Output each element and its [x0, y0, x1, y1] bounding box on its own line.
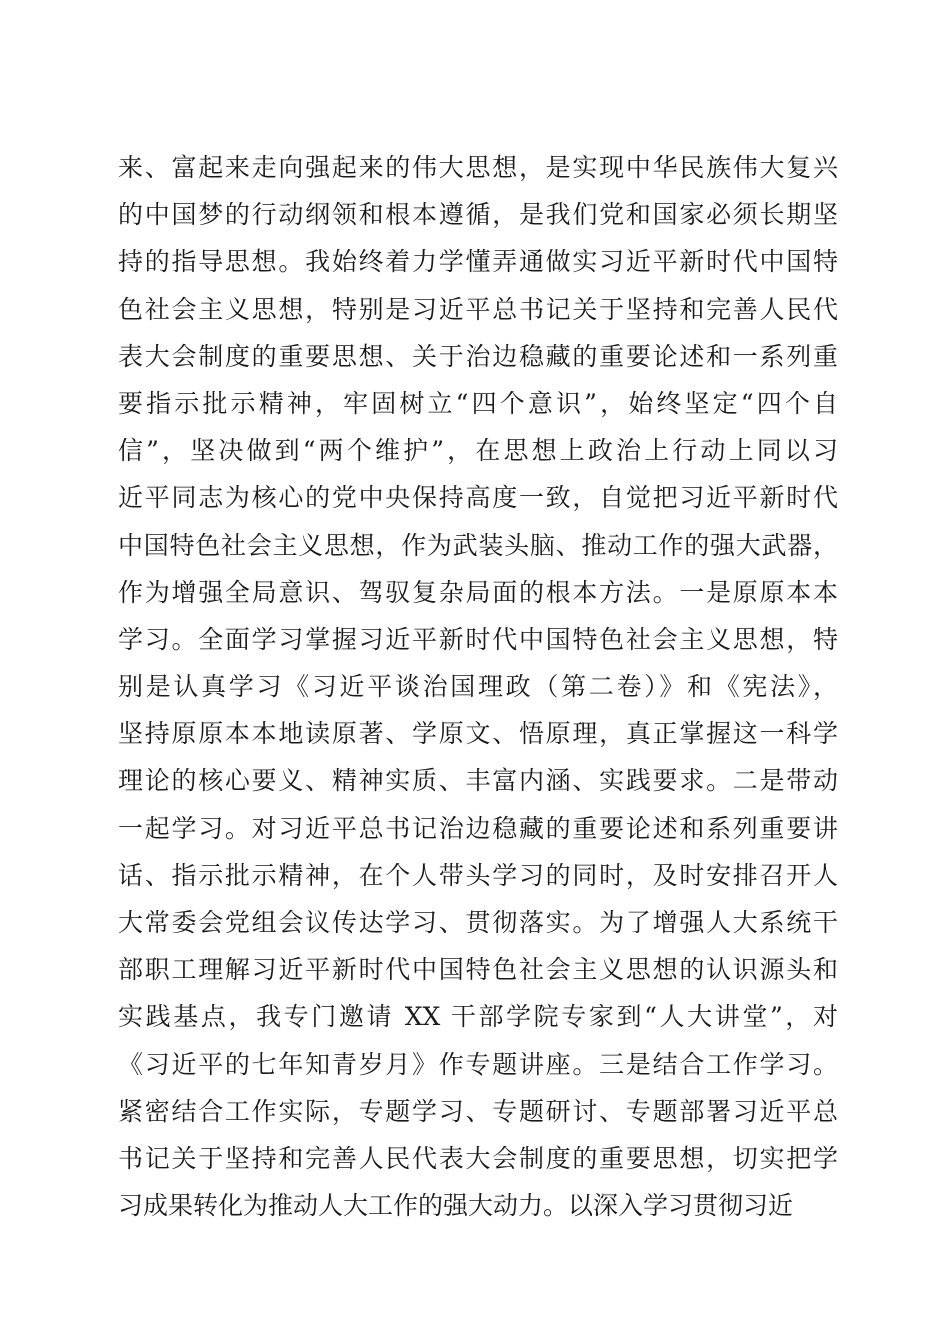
text-line: 持的指导思想。我始终着力学懂弄通做实习近平新时代中国特 — [118, 247, 838, 277]
text-line: 习成果转化为推动人大工作的强大动力。以深入学习贯彻习近 — [118, 1191, 794, 1221]
text-line: 来、富起来走向强起来的伟大思想，是实现中华民族伟大复兴 — [118, 153, 838, 182]
text-line: 话、指示批示精神，在个人带头学习的同时，及时安排召开人 — [118, 860, 838, 890]
text-line: 色社会主义思想，特别是习近平总书记关于坚持和完善人民代 — [118, 294, 838, 324]
text-line: 近平同志为核心的党中央保持高度一致，自觉把习近平新时代 — [118, 483, 838, 513]
text-line: 别是认真学习《习近平谈治国理政（第二卷）》和《宪法》， — [118, 672, 838, 702]
text-line: 部职工理解习近平新时代中国特色社会主义思想的认识源头和 — [118, 955, 838, 985]
text-line: 书记关于坚持和完善人民代表大会制度的重要思想，切实把学 — [118, 1143, 838, 1173]
body-paragraph — [118, 144, 838, 1229]
text-line: 的中国梦的行动纲领和根本遵循，是我们党和国家必须长期坚 — [118, 200, 838, 230]
text-line: 理论的核心要义、精神实质、丰富内涵、实践要求。二是带动 — [118, 766, 838, 796]
text-line: 中国特色社会主义思想，作为武装头脑、推动工作的强大武器， — [118, 530, 838, 560]
text-line: 实践基点，我专门邀请 XX 干部学院专家到“人大讲堂”，对 — [118, 1002, 838, 1032]
text-line: 一起学习。对习近平总书记治边稳藏的重要论述和系列重要讲 — [118, 813, 838, 843]
text-line: 要指示批示精神，牢固树立“四个意识”，始终坚定“四个自 — [118, 388, 838, 418]
text-line: 作为增强全局意识、驾驭复杂局面的根本方法。一是原原本本 — [118, 577, 838, 607]
text-line: 学习。全面学习掌握习近平新时代中国特色社会主义思想，特 — [118, 624, 838, 654]
text-line: 紧密结合工作实际，专题学习、专题研讨、专题部署习近平总 — [118, 1096, 838, 1126]
text-line: 坚持原原本本地读原著、学原文、悟原理，真正掌握这一科学 — [118, 719, 838, 749]
text-line: 信”，坚决做到“两个维护”，在思想上政治上行动上同以习 — [118, 436, 838, 466]
text-line: 大常委会党组会议传达学习、贯彻落实。为了增强人大系统干 — [118, 908, 838, 937]
text-line: 《习近平的七年知青岁月》作专题讲座。三是结合工作学习。 — [118, 1049, 838, 1079]
text-line: 表大会制度的重要思想、关于治边稳藏的重要论述和一系列重 — [118, 341, 838, 371]
